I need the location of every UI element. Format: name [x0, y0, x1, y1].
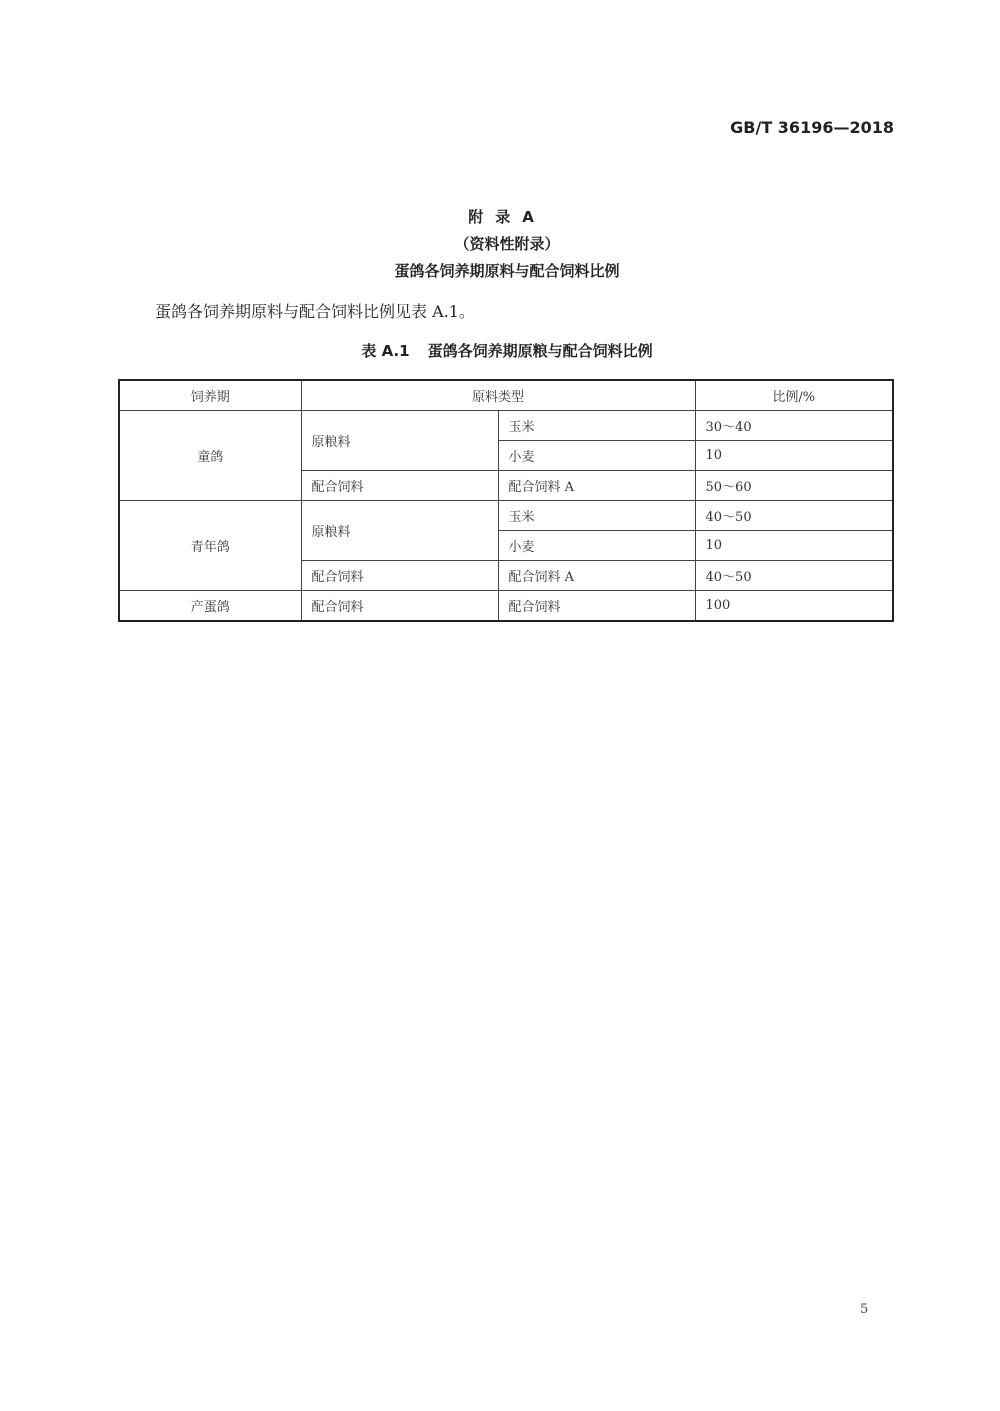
ratio-cell: 40～50	[695, 501, 893, 531]
item-cell: 玉米	[498, 501, 695, 531]
ratio-cell: 30～40	[695, 411, 893, 441]
header-ratio: 比例/%	[695, 380, 893, 411]
period-cell: 青年鸽	[119, 501, 301, 591]
period-cell: 童鸽	[119, 411, 301, 501]
compound-type-cell: 配合饲料	[301, 591, 498, 622]
ratio-cell: 10	[695, 531, 893, 561]
feed-ratio-table	[118, 379, 894, 622]
ratio-cell: 100	[695, 591, 893, 622]
header-material-type: 原料类型	[301, 380, 695, 411]
raw-grain-cell: 原粮料	[301, 501, 498, 561]
table-header-row	[119, 380, 893, 411]
ratio-cell: 10	[695, 441, 893, 471]
ratio-cell: 50～60	[695, 471, 893, 501]
table-caption-title: 蛋鸽各饲养期原粮与配合饲料比例	[427, 342, 653, 360]
compound-type-cell: 配合饲料	[301, 471, 498, 501]
table-caption	[0, 340, 1000, 361]
standard-code: GB/T 36196—2018	[730, 118, 894, 137]
table-row	[119, 411, 893, 441]
item-cell: 配合饲料	[498, 591, 695, 622]
table-row	[119, 591, 893, 622]
compound-type-cell: 配合饲料	[301, 561, 498, 591]
appendix-subject: 蛋鸽各饲养期原料与配合饲料比例	[394, 262, 620, 280]
ratio-cell: 40～50	[695, 561, 893, 591]
table-caption-number: 表 A.1	[361, 342, 410, 360]
appendix-title: 附录A	[468, 208, 546, 226]
page-number: 5	[860, 1302, 869, 1317]
appendix-type: （资料性附录）	[454, 235, 560, 253]
table-row	[119, 501, 893, 531]
item-cell: 配合饲料 A	[498, 561, 695, 591]
intro-paragraph: 蛋鸽各饲养期原料与配合饲料比例见表 A.1。	[155, 302, 475, 321]
item-cell: 小麦	[498, 531, 695, 561]
header-period: 饲养期	[119, 380, 301, 411]
period-cell: 产蛋鸽	[119, 591, 301, 622]
item-cell: 小麦	[498, 441, 695, 471]
raw-grain-cell: 原粮料	[301, 411, 498, 471]
item-cell: 玉米	[498, 411, 695, 441]
item-cell: 配合饲料 A	[498, 471, 695, 501]
